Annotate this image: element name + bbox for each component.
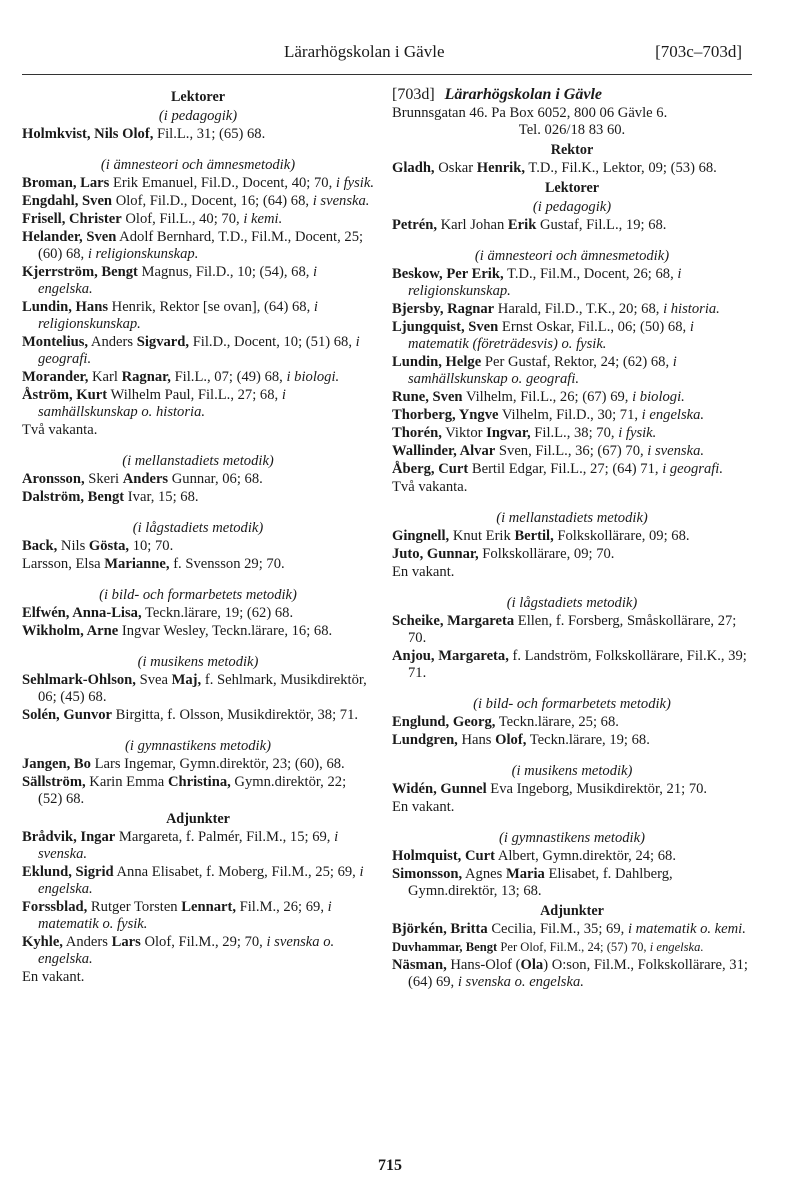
staff-entry: Back, Nils Gösta, 10; 70. (22, 538, 174, 554)
staff-entry: Kyhle, Anders Lars Olof, Fil.M., 29; 70, i svenska o. engelska. (22, 934, 335, 967)
vacancy-note: En vakant. (392, 799, 455, 815)
subsection-heading: (i mellanstadiets metodik) (122, 453, 274, 469)
institution-name: Lärarhögskolan i Gävle (444, 86, 602, 103)
address: Brunnsgatan 46. Pa Box 6052, 800 06 Gävle 6. (392, 105, 668, 121)
staff-entry: Simonsson, Agnes Maria Elisabet, f. Dahlberg, Gymn.direktör, 13; 68. (392, 866, 673, 899)
staff-entry: Wallinder, Alvar Sven, Fil.L., 36; (67) 70, i svenska. (392, 443, 705, 459)
staff-entry: Forssblad, Rutger Torsten Lennart, Fil.M., 26; 69, i matematik o. fysik. (22, 899, 332, 932)
subsection-heading: (i gymnastikens metodik) (499, 830, 645, 846)
section-heading-lektorer: Lektorer (544, 180, 600, 196)
staff-entry: Frisell, Christer Olof, Fil.L., 40; 70, i kemi. (22, 211, 283, 227)
subsection-heading: (i musikens metodik) (137, 654, 259, 670)
staff-entry: Juto, Gunnar, Folkskollärare, 09; 70. (392, 546, 615, 562)
section-number: [703d] (392, 86, 435, 103)
staff-entry: Ljungquist, Sven Ernst Oskar, Fil.L., 06; (50) 68, i matematik (företrädesvis) o. fysik. (392, 319, 694, 352)
section-heading-adjunkter: Adjunkter (166, 811, 230, 827)
staff-entry: Broman, Lars Erik Emanuel, Fil.D., Docent, 40; 70, i fysik. (22, 175, 374, 191)
subsection-heading: (i gymnastikens metodik) (125, 738, 271, 754)
staff-entry: Gingnell, Knut Erik Bertil, Folkskollärare, 09; 68. (392, 528, 690, 544)
address-block (392, 105, 752, 139)
staff-entry: Petrén, Karl Johan Erik Gustaf, Fil.L., 19; 68. (392, 217, 667, 233)
staff-entry: Kjerrström, Bengt Magnus, Fil.D., 10; (54), 68, i engelska. (22, 264, 318, 297)
staff-entry: Elfwén, Anna-Lisa, Teckn.lärare, 19; (62) 68. (22, 605, 294, 621)
subsection-heading: (i lågstadiets metodik) (132, 520, 264, 536)
staff-entry: Brådvik, Ingar Margareta, f. Palmér, Fil.M., 15; 69, i svenska. (22, 829, 339, 862)
staff-entry: Åberg, Curt Bertil Edgar, Fil.L., 27; (64) 71, i geografi. (392, 461, 723, 477)
staff-entry: Solén, Gunvor Birgitta, f. Olsson, Musikdirektör, 38; 71. (22, 707, 359, 723)
staff-entry: Bjersby, Ragnar Harald, Fil.D., T.K., 20; 68, i historia. (392, 301, 720, 317)
subsection-heading: (i ämnesteori och ämnesmetodik) (474, 248, 670, 264)
staff-entry: Widén, Gunnel Eva Ingeborg, Musikdirektör, 21; 70. (392, 781, 708, 797)
section-heading-rektor: Rektor (550, 142, 594, 158)
staff-entry: Larsson, Elsa Marianne, f. Svensson 29; 70. (22, 556, 285, 572)
staff-entry: Aronsson, Skeri Anders Gunnar, 06; 68. (22, 471, 263, 487)
staff-entry: Englund, Georg, Teckn.lärare, 25; 68. (392, 714, 619, 730)
staff-entry: Lundgren, Hans Olof, Teckn.lärare, 19; 68. (392, 732, 650, 748)
staff-entry: Sällström, Karin Emma Christina, Gymn.direktör, 22; (52) 68. (22, 774, 347, 807)
subsection-heading: (i pedagogik) (158, 108, 238, 124)
staff-entry: Lundin, Hans Henrik, Rektor [se ovan], (64) 68, i religionskunskap. (22, 299, 318, 332)
staff-entry: Åström, Kurt Wilhelm Paul, Fil.L., 27; 68, i samhällskunskap o. historia. (22, 387, 286, 420)
staff-entry: Jangen, Bo Lars Ingemar, Gymn.direktör, 23; (60), 68. (22, 756, 345, 772)
staff-entry: Lundin, Helge Per Gustaf, Rektor, 24; (62) 68, i samhällskunskap o. geografi. (392, 354, 677, 387)
staff-entry: Sehlmark-Ohlson, Svea Maj, f. Sehlmark, Musikdirektör, 06; (45) 68. (22, 672, 367, 705)
staff-entry: Wikholm, Arne Ingvar Wesley, Teckn.lärare, 16; 68. (22, 623, 333, 639)
staff-entry: Anjou, Margareta, f. Landström, Folkskollärare, Fil.K., 39; 71. (392, 648, 747, 681)
running-header (22, 42, 752, 68)
telephone: Tel. 026/18 83 60. (518, 122, 626, 138)
staff-entry: Scheike, Margareta Ellen, f. Forsberg, Småskollärare, 27; 70. (392, 613, 737, 646)
subsection-heading: (i mellanstadiets metodik) (496, 510, 648, 526)
left-column (22, 86, 374, 987)
staff-entry: Näsman, Hans-Olof (Ola) O:son, Fil.M., Folkskollärare, 31; (64) 69, i svenska o. engelska. (392, 957, 748, 990)
subsection-heading: (i pedagogik) (532, 199, 612, 215)
subsection-heading: (i lågstadiets metodik) (506, 595, 638, 611)
section-reference: [703c–703d] (655, 42, 742, 61)
vacancy-note: En vakant. (392, 564, 455, 580)
staff-entry: Duvhammar, Bengt Per Olof, Fil.M., 24; (57) 70, i engelska. (392, 940, 704, 954)
staff-entry: Holmquist, Curt Albert, Gymn.direktör, 24; 68. (392, 848, 676, 864)
staff-entry: Holmkvist, Nils Olof, Fil.L., 31; (65) 68. (22, 126, 266, 142)
subsection-heading: (i bild- och formarbetets metodik) (99, 587, 297, 603)
header-rule (22, 74, 752, 75)
running-title: Lärarhögskolan i Gävle (284, 42, 445, 61)
staff-entry: Thorén, Viktor Ingvar, Fil.L., 38; 70, i fysik. (392, 425, 657, 441)
staff-entry: Beskow, Per Erik, T.D., Fil.M., Docent, 26; 68, i religionskunskap. (392, 266, 682, 299)
staff-entry: Montelius, Anders Sigvard, Fil.D., Docent, 10; (51) 68, i geografi. (22, 334, 360, 367)
section-heading-adjunkter: Adjunkter (540, 903, 604, 919)
section-heading-lektorer: Lektorer (170, 89, 226, 105)
subsection-heading: (i bild- och formarbetets metodik) (473, 696, 671, 712)
staff-entry: Engdahl, Sven Olof, Fil.D., Docent, 16; (64) 68, i svenska. (22, 193, 370, 209)
staff-entry: Björkén, Britta Cecilia, Fil.M., 35; 69, i matematik o. kemi. (392, 921, 746, 937)
subsection-heading: (i ämnesteori och ämnesmetodik) (100, 157, 296, 173)
page-number: 715 (378, 1157, 402, 1174)
staff-entry: Dalström, Bengt Ivar, 15; 68. (22, 489, 199, 505)
staff-entry: Morander, Karl Ragnar, Fil.L., 07; (49) 68, i biologi. (22, 369, 340, 385)
institution-heading (392, 86, 752, 103)
staff-entry: Gladh, Oskar Henrik, T.D., Fil.K., Lektor, 09; (53) 68. (392, 160, 717, 176)
vacancy-note: Två vakanta. (392, 479, 468, 495)
staff-entry: Eklund, Sigrid Anna Elisabet, f. Moberg, Fil.M., 25; 69, i engelska. (22, 864, 364, 897)
right-column (392, 86, 752, 992)
subsection-heading: (i musikens metodik) (511, 763, 633, 779)
vacancy-note: Två vakanta. (22, 422, 98, 438)
staff-entry: Helander, Sven Adolf Bernhard, T.D., Fil.M., Docent, 25; (60) 68, i religionskunskap. (22, 229, 364, 262)
staff-entry: Rune, Sven Vilhelm, Fil.L., 26; (67) 69, i biologi. (392, 389, 685, 405)
staff-entry: Thorberg, Yngve Vilhelm, Fil.D., 30; 71, i engelska. (392, 407, 705, 423)
vacancy-note: En vakant. (22, 969, 85, 985)
